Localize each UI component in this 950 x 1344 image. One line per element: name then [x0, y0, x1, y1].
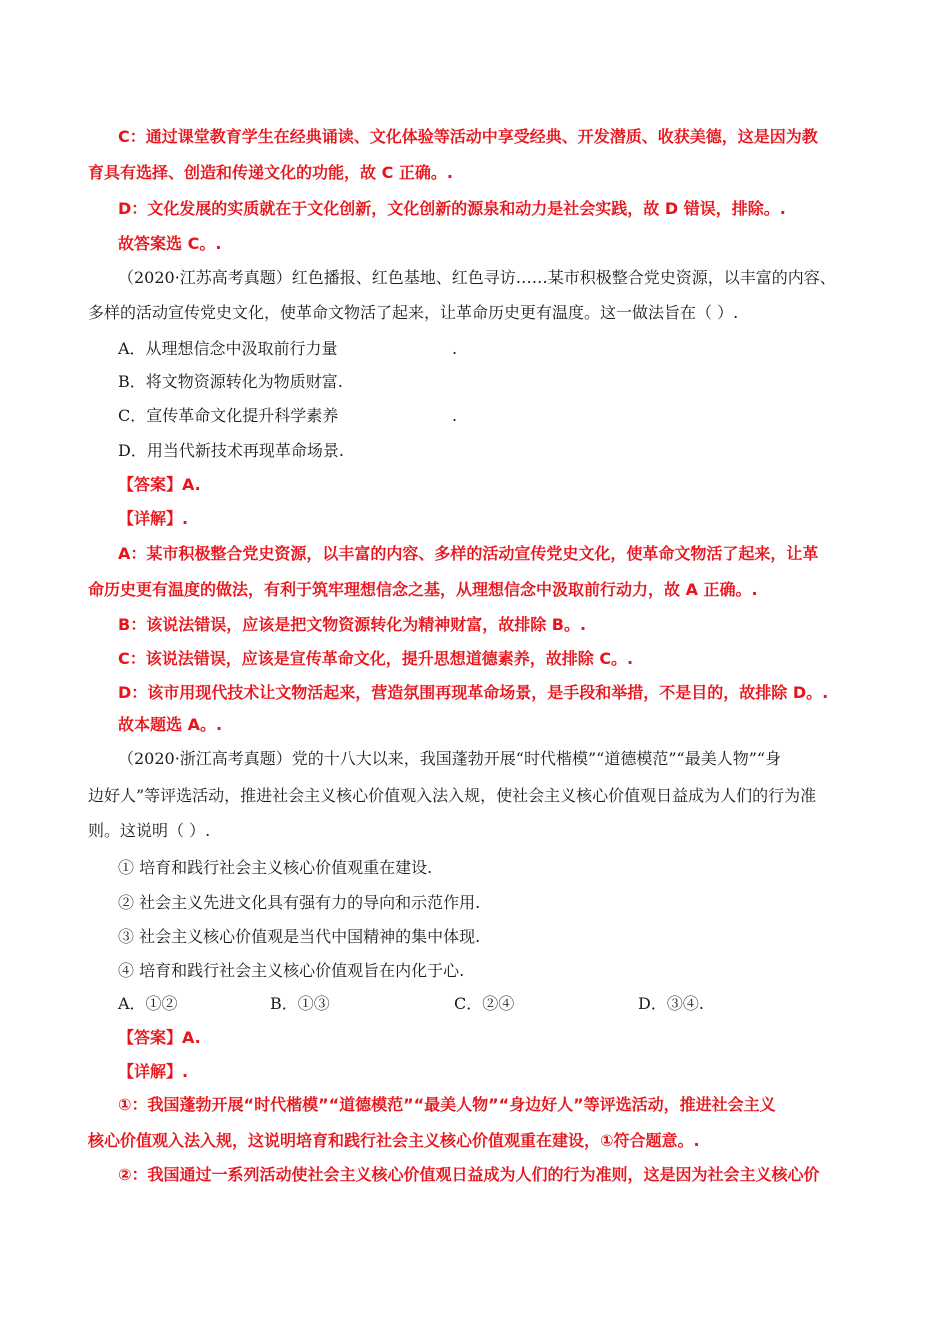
final-answer-line: 故答案选 C。. [118, 234, 222, 253]
option-text: B．将文物资源转化为物质财富. [118, 372, 343, 391]
question-1-option-d [118, 440, 344, 462]
question-2-statement-4: ④ 培育和践行社会主义核心价值观旨在内化于心. [118, 961, 465, 980]
question-1-stem-line1: （2020·江苏高考真题）红色播报、红色基地、红色寻访……某市积极整合党史资源，以丰富的内容、 [118, 268, 836, 287]
question-2-choice-c: C．②④ [454, 994, 515, 1013]
explanation-d-line: D：文化发展的实质就在于文化创新，文化创新的源泉和动力是社会实践，故 D 错误，排除。. [118, 199, 786, 218]
explanation-c-line1: C：通过课堂教育学生在经典诵读、文化体验等活动中享受经典、开发潜质、收获美德，这是因为教 [118, 127, 818, 146]
question-1-option-a [118, 338, 338, 360]
question-2-answer: 【答案】A. [118, 1028, 201, 1047]
question-1-explanation-d: D：该市用现代技术让文物活起来，营造氛围再现革命场景，是手段和举措，不是目的，故排除 D。. [118, 683, 829, 702]
option-text: A．从理想信念中汲取前行力量 [118, 339, 338, 358]
question-2-stem-line1: （2020·浙江高考真题）党的十八大以来，我国蓬勃开展“时代楷模”“道德模范”“最美人物”“身 [118, 749, 782, 768]
question-1-final: 故本题选 A。. [118, 715, 223, 734]
question-1-explanation-a-line1: A：某市积极整合党史资源，以丰富的内容、多样的活动宣传党史文化，使革命文物活了起来，让革 [118, 544, 819, 563]
question-2-explanation-1-line1: ①：我国蓬勃开展“时代楷模”“道德模范”“最美人物”“身边好人”等评选活动，推进社会主义 [118, 1095, 776, 1114]
question-2-statement-2: ② 社会主义先进文化具有强有力的导向和示范作用. [118, 893, 481, 912]
question-2-explanation-2-line1: ②：我国通过一系列活动使社会主义核心价值观日益成为人们的行为准则，这是因为社会主义核心价 [118, 1165, 820, 1184]
option-trailing-dot: . [452, 339, 458, 358]
question-1-option-c [118, 405, 338, 427]
question-2-choice-b: B．①③ [270, 994, 330, 1013]
question-2-detail-label: 【详解】. [118, 1062, 189, 1081]
question-2-stem-line3: 则。这说明（ ）. [88, 821, 211, 840]
question-2-statement-3: ③ 社会主义核心价值观是当代中国精神的集中体现. [118, 927, 481, 946]
question-2-statement-1: ① 培育和践行社会主义核心价值观重在建设. [118, 858, 433, 877]
explanation-c-line2: 育具有选择、创造和传递文化的功能，故 C 正确。. [88, 163, 453, 182]
question-2-choice-a: A．①② [118, 994, 178, 1013]
question-1-stem-line2: 多样的活动宣传党史文化，使革命文物活了起来，让革命历史更有温度。这一做法旨在（ ）. [88, 303, 739, 322]
option-text: C．宣传革命文化提升科学素养 [118, 406, 339, 425]
question-2-explanation-1-line2: 核心价值观入法入规，这说明培育和践行社会主义核心价值观重在建设，①符合题意。. [88, 1131, 700, 1150]
question-2-choice-d: D．③④. [638, 994, 704, 1013]
question-1-answer: 【答案】A. [118, 475, 201, 494]
question-2-stem-line2: 边好人”等评选活动，推进社会主义核心价值观入法入规，使社会主义核心价值观日益成为人们的行为准 [88, 786, 817, 805]
question-1-detail-label: 【详解】. [118, 509, 189, 528]
question-1-explanation-a-line2: 命历史更有温度的做法，有利于筑牢理想信念之基，从理想信念中汲取前行动力，故 A 正确。. [88, 580, 758, 599]
question-1-option-b [118, 371, 343, 393]
question-1-explanation-c: C：该说法错误，应该是宣传革命文化，提升思想道德素养，故排除 C。. [118, 649, 634, 668]
question-1-explanation-b: B：该说法错误，应该是把文物资源转化为精神财富，故排除 B。. [118, 615, 587, 634]
option-text: D．用当代新技术再现革命场景. [118, 441, 344, 460]
option-trailing-dot: . [452, 406, 458, 425]
